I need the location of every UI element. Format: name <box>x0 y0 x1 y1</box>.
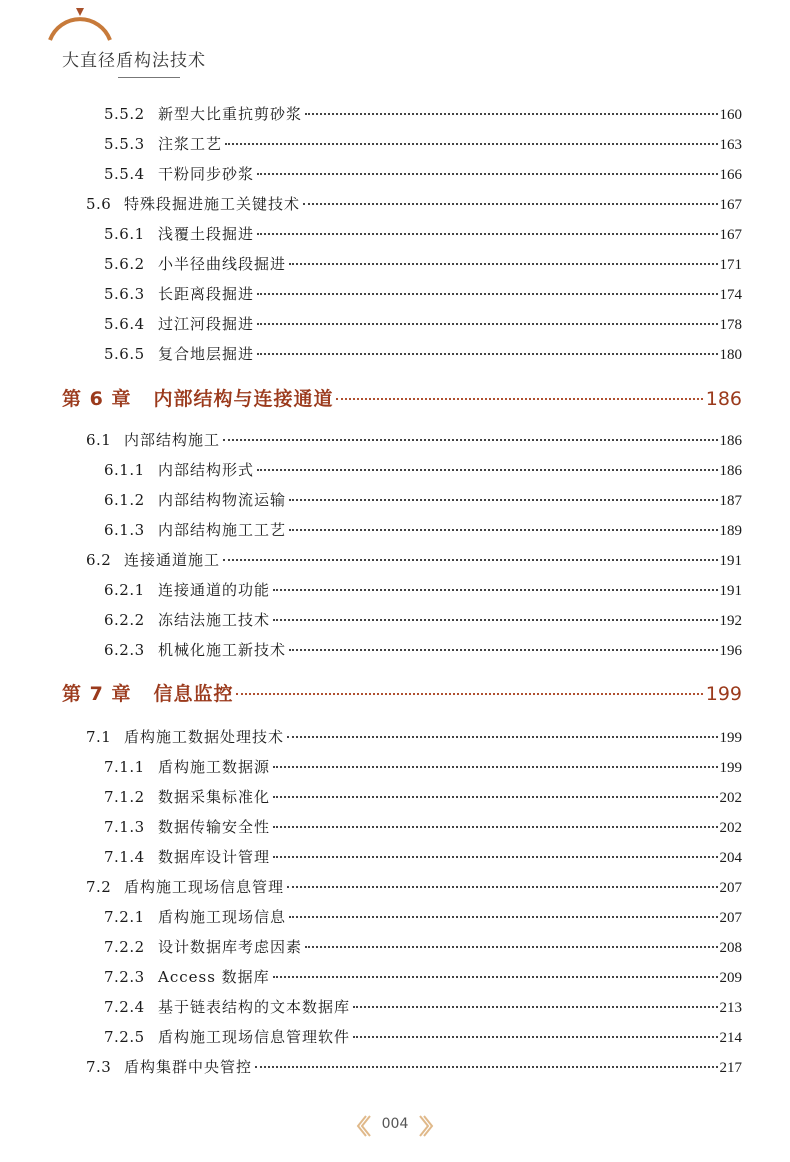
toc-entry-6-1-2[interactable]: 6.1.2 内部结构物流运输 187 <box>104 491 742 509</box>
dot-leader <box>273 856 717 858</box>
toc-entry-7-1-2[interactable]: 7.1.2 数据采集标准化 202 <box>104 788 742 806</box>
dot-leader <box>305 946 717 948</box>
page-footer <box>0 1112 790 1142</box>
toc-entry-7-1-3[interactable]: 7.1.3 数据传输安全性 202 <box>104 818 742 836</box>
dot-leader <box>289 916 717 918</box>
book-title: 大直径盾构法技术 <box>62 51 206 71</box>
dot-leader <box>303 203 717 205</box>
toc-entry-5-6[interactable]: 5.6 特殊段掘进施工关键技术 167 <box>86 195 742 213</box>
dot-leader <box>273 766 717 768</box>
toc-entry-5-6-3[interactable]: 5.6.3 长距离段掘进 174 <box>104 285 742 303</box>
toc-entry-7-2-1[interactable]: 7.2.1 盾构施工现场信息 207 <box>104 908 742 926</box>
dot-leader <box>273 796 717 798</box>
toc-entry-6-1[interactable]: 6.1 内部结构施工 186 <box>86 431 742 449</box>
toc-entry-7-2[interactable]: 7.2 盾构施工现场信息管理 207 <box>86 878 742 896</box>
toc-entry-7-1-4[interactable]: 7.1.4 数据库设计管理 204 <box>104 848 742 866</box>
toc-entry-5-5-4[interactable]: 5.5.4 干粉同步砂浆 166 <box>104 165 742 183</box>
toc-entry-5-6-5[interactable]: 5.6.5 复合地层掘进 180 <box>104 345 742 363</box>
toc-entry-5-5-3[interactable]: 5.5.3 注浆工艺 163 <box>104 135 742 153</box>
dot-leader <box>273 589 717 591</box>
dot-leader <box>257 469 717 471</box>
book-logo-icon <box>44 4 116 44</box>
toc-entry-6-2-1[interactable]: 6.2.1 连接通道的功能 191 <box>104 581 742 599</box>
dot-leader <box>305 113 717 115</box>
dot-leader <box>287 886 717 888</box>
toc-chapter-6[interactable]: 第 6 章 内部结构与连接通道 186 <box>62 388 742 410</box>
toc-entry-7-2-4[interactable]: 7.2.4 基于链表结构的文本数据库 213 <box>104 998 742 1016</box>
toc-entry-7-1[interactable]: 7.1 盾构施工数据处理技术 199 <box>86 728 742 746</box>
dot-leader <box>273 619 717 621</box>
dot-leader <box>353 1006 717 1008</box>
dot-leader <box>255 1066 717 1068</box>
dot-leader <box>273 976 718 978</box>
dot-leader <box>289 649 717 651</box>
page-header <box>0 0 790 90</box>
toc-chapter-7[interactable]: 第 7 章 信息监控 199 <box>62 683 742 705</box>
toc-entry-5-6-1[interactable]: 5.6.1 浅覆土段掘进 167 <box>104 225 742 243</box>
dot-leader <box>273 826 717 828</box>
toc-entry-7-2-3[interactable]: 7.2.3 Access 数据库 209 <box>104 968 742 986</box>
right-ornament-icon <box>416 1114 434 1138</box>
dot-leader <box>225 143 717 145</box>
toc-entry-7-2-2[interactable]: 7.2.2 设计数据库考虑因素 208 <box>104 938 742 956</box>
dot-leader <box>289 263 717 265</box>
toc-entry-6-2-2[interactable]: 6.2.2 冻结法施工技术 192 <box>104 611 742 629</box>
dot-leader <box>257 353 717 355</box>
dot-leader <box>336 398 702 400</box>
dot-leader <box>289 499 717 501</box>
toc-entry-5-6-4[interactable]: 5.6.4 过江河段掘进 178 <box>104 315 742 333</box>
dot-leader <box>257 173 717 175</box>
toc-entry-6-2[interactable]: 6.2 连接通道施工 191 <box>86 551 742 569</box>
toc-entry-5-6-2[interactable]: 5.6.2 小半径曲线段掘进 171 <box>104 255 742 273</box>
dot-leader <box>289 529 717 531</box>
dot-leader <box>223 559 717 561</box>
dot-leader <box>257 233 717 235</box>
dot-leader <box>257 323 717 325</box>
toc-entry-7-3[interactable]: 7.3 盾构集群中央管控 217 <box>86 1058 742 1076</box>
toc-entry-7-2-5[interactable]: 7.2.5 盾构施工现场信息管理软件 214 <box>104 1028 742 1046</box>
toc-entry-5-5-2[interactable]: 5.5.2 新型大比重抗剪砂浆 160 <box>104 105 742 123</box>
toc-entry-7-1-1[interactable]: 7.1.1 盾构施工数据源 199 <box>104 758 742 776</box>
dot-leader <box>353 1036 717 1038</box>
page-number: 004 <box>381 1116 409 1132</box>
toc-entry-6-1-3[interactable]: 6.1.3 内部结构施工工艺 189 <box>104 521 742 539</box>
title-underline <box>118 77 180 78</box>
dot-leader <box>223 439 717 441</box>
left-ornament-icon <box>356 1114 374 1138</box>
toc-entry-6-1-1[interactable]: 6.1.1 内部结构形式 186 <box>104 461 742 479</box>
toc-entry-6-2-3[interactable]: 6.2.3 机械化施工新技术 196 <box>104 641 742 659</box>
dot-leader <box>236 693 702 695</box>
dot-leader <box>257 293 717 295</box>
dot-leader <box>287 736 717 738</box>
